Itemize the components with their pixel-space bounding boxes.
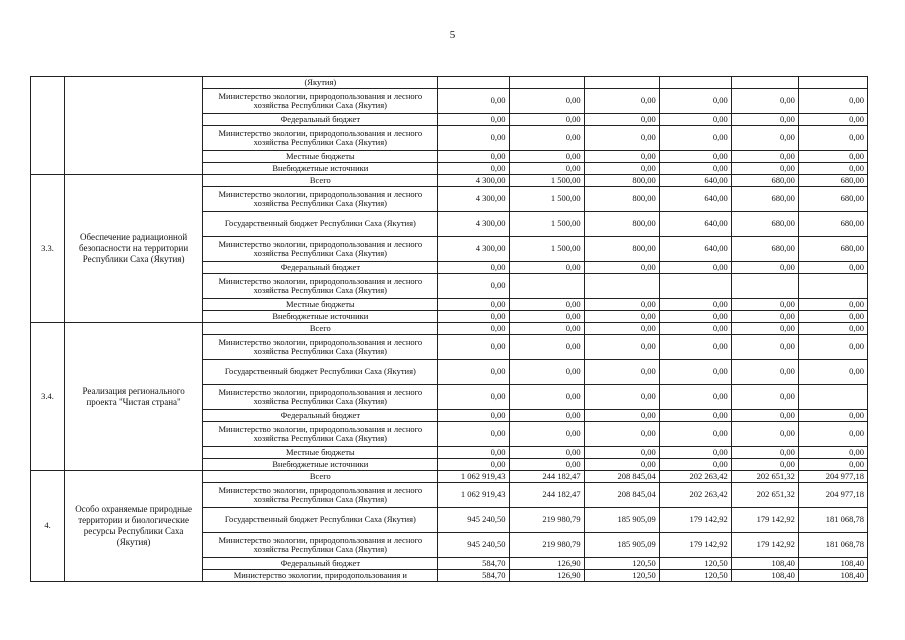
- amount-cell: 0,00: [798, 262, 867, 274]
- amount-cell: 0,00: [584, 311, 659, 323]
- amount-cell: 0,00: [659, 262, 731, 274]
- item-name: Обеспечение радиационной безопасности на территории Республики Саха (Якутия): [65, 175, 203, 323]
- amount-cell: [659, 274, 731, 299]
- amount-cell: 680,00: [798, 212, 867, 237]
- amount-cell: 0,00: [659, 299, 731, 311]
- amount-cell: 0,00: [438, 323, 509, 335]
- amount-cell: 0,00: [509, 447, 584, 459]
- amount-cell: 800,00: [584, 187, 659, 212]
- amount-cell: 4 300,00: [438, 212, 509, 237]
- amount-cell: 0,00: [731, 447, 798, 459]
- amount-cell: 0,00: [438, 385, 509, 410]
- amount-cell: 120,50: [659, 570, 731, 582]
- amount-cell: 244 182,47: [509, 471, 584, 483]
- amount-cell: 0,00: [731, 114, 798, 126]
- funding-source: Министерство экологии, природопользования и лесного хозяйства Республики Саха (Якутия): [203, 335, 438, 360]
- amount-cell: 179 142,92: [731, 508, 798, 533]
- item-name: Особо охраняемые природные территории и биологические ресурсы Республики Саха (Якутия): [65, 471, 203, 582]
- amount-cell: 204 977,18: [798, 471, 867, 483]
- amount-cell: 680,00: [731, 212, 798, 237]
- amount-cell: 0,00: [584, 360, 659, 385]
- amount-cell: 181 068,78: [798, 508, 867, 533]
- amount-cell: [731, 274, 798, 299]
- amount-cell: 800,00: [584, 175, 659, 187]
- funding-source: Министерство экологии, природопользования и: [203, 570, 438, 582]
- amount-cell: 0,00: [509, 114, 584, 126]
- amount-cell: 680,00: [731, 187, 798, 212]
- amount-cell: 244 182,47: [509, 483, 584, 508]
- amount-cell: 0,00: [584, 299, 659, 311]
- amount-cell: 1 062 919,43: [438, 483, 509, 508]
- funding-source: Министерство экологии, природопользования и лесного хозяйства Республики Саха (Якутия): [203, 237, 438, 262]
- amount-cell: 0,00: [509, 335, 584, 360]
- funding-source: Местные бюджеты: [203, 447, 438, 459]
- amount-cell: 0,00: [509, 385, 584, 410]
- item-number: 3.4.: [31, 323, 65, 471]
- amount-cell: 126,90: [509, 570, 584, 582]
- funding-source: Федеральный бюджет: [203, 558, 438, 570]
- amount-cell: 126,90: [509, 558, 584, 570]
- amount-cell: 108,40: [731, 570, 798, 582]
- table-row: [31, 77, 868, 89]
- amount-cell: 0,00: [798, 89, 867, 114]
- amount-cell: 204 977,18: [798, 483, 867, 508]
- funding-source: Министерство экологии, природопользования и лесного хозяйства Республики Саха (Якутия): [203, 422, 438, 447]
- amount-cell: 108,40: [731, 558, 798, 570]
- amount-cell: 0,00: [659, 360, 731, 385]
- amount-cell: 945 240,50: [438, 533, 509, 558]
- amount-cell: 0,00: [509, 89, 584, 114]
- amount-cell: 185 905,09: [584, 533, 659, 558]
- funding-source: Внебюджетные источники: [203, 311, 438, 323]
- amount-cell: 0,00: [798, 335, 867, 360]
- table-row: [31, 471, 868, 483]
- amount-cell: 0,00: [659, 447, 731, 459]
- budget-table: [30, 76, 868, 582]
- amount-cell: 0,00: [659, 410, 731, 422]
- amount-cell: 0,00: [798, 422, 867, 447]
- amount-cell: 0,00: [438, 360, 509, 385]
- amount-cell: 0,00: [731, 299, 798, 311]
- amount-cell: 108,40: [798, 570, 867, 582]
- amount-cell: 0,00: [509, 422, 584, 447]
- amount-cell: 0,00: [731, 422, 798, 447]
- amount-cell: 202 651,32: [731, 483, 798, 508]
- amount-cell: 179 142,92: [659, 508, 731, 533]
- amount-cell: 680,00: [731, 237, 798, 262]
- amount-cell: [509, 274, 584, 299]
- amount-cell: 680,00: [798, 237, 867, 262]
- funding-source: Местные бюджеты: [203, 299, 438, 311]
- amount-cell: 208 845,04: [584, 483, 659, 508]
- amount-cell: 0,00: [584, 262, 659, 274]
- amount-cell: 0,00: [584, 447, 659, 459]
- amount-cell: [659, 77, 731, 89]
- funding-source: Всего: [203, 471, 438, 483]
- amount-cell: 640,00: [659, 175, 731, 187]
- amount-cell: 1 500,00: [509, 212, 584, 237]
- amount-cell: 0,00: [659, 385, 731, 410]
- amount-cell: 185 905,09: [584, 508, 659, 533]
- amount-cell: 0,00: [438, 422, 509, 447]
- amount-cell: 0,00: [731, 126, 798, 151]
- funding-source: Федеральный бюджет: [203, 114, 438, 126]
- amount-cell: 680,00: [798, 175, 867, 187]
- funding-source: Всего: [203, 175, 438, 187]
- amount-cell: 0,00: [509, 151, 584, 163]
- amount-cell: 0,00: [584, 163, 659, 175]
- amount-cell: 0,00: [731, 151, 798, 163]
- amount-cell: 0,00: [798, 299, 867, 311]
- amount-cell: 0,00: [584, 459, 659, 471]
- amount-cell: [798, 77, 867, 89]
- amount-cell: 0,00: [584, 422, 659, 447]
- amount-cell: 0,00: [509, 311, 584, 323]
- amount-cell: 800,00: [584, 212, 659, 237]
- amount-cell: 0,00: [509, 459, 584, 471]
- amount-cell: 120,50: [659, 558, 731, 570]
- amount-cell: 0,00: [438, 274, 509, 299]
- amount-cell: 0,00: [438, 126, 509, 151]
- table-row: [31, 323, 868, 335]
- amount-cell: 0,00: [509, 360, 584, 385]
- amount-cell: 1 062 919,43: [438, 471, 509, 483]
- amount-cell: 0,00: [731, 385, 798, 410]
- amount-cell: 0,00: [798, 323, 867, 335]
- amount-cell: 0,00: [584, 89, 659, 114]
- amount-cell: 640,00: [659, 237, 731, 262]
- amount-cell: 0,00: [731, 262, 798, 274]
- amount-cell: 0,00: [584, 335, 659, 360]
- amount-cell: 0,00: [438, 410, 509, 422]
- amount-cell: 0,00: [509, 126, 584, 151]
- funding-source: Министерство экологии, природопользования и лесного хозяйства Республики Саха (Якутия): [203, 483, 438, 508]
- amount-cell: 1 500,00: [509, 175, 584, 187]
- amount-cell: 0,00: [584, 410, 659, 422]
- amount-cell: 0,00: [731, 459, 798, 471]
- funding-source: Федеральный бюджет: [203, 410, 438, 422]
- item-name: Реализация регионального проекта "Чистая страна": [65, 323, 203, 471]
- amount-cell: 181 068,78: [798, 533, 867, 558]
- amount-cell: 0,00: [659, 459, 731, 471]
- amount-cell: 680,00: [798, 187, 867, 212]
- amount-cell: 680,00: [731, 175, 798, 187]
- amount-cell: 0,00: [659, 163, 731, 175]
- amount-cell: 219 980,79: [509, 533, 584, 558]
- amount-cell: 0,00: [509, 323, 584, 335]
- amount-cell: 0,00: [659, 422, 731, 447]
- amount-cell: 0,00: [798, 114, 867, 126]
- amount-cell: 4 300,00: [438, 187, 509, 212]
- amount-cell: 0,00: [731, 323, 798, 335]
- amount-cell: 0,00: [659, 311, 731, 323]
- funding-source: Внебюджетные источники: [203, 163, 438, 175]
- funding-source: Министерство экологии, природопользования и лесного хозяйства Республики Саха (Якутия): [203, 274, 438, 299]
- amount-cell: 4 300,00: [438, 175, 509, 187]
- amount-cell: 0,00: [659, 323, 731, 335]
- amount-cell: 0,00: [438, 335, 509, 360]
- amount-cell: 0,00: [438, 89, 509, 114]
- amount-cell: [584, 274, 659, 299]
- amount-cell: 0,00: [584, 114, 659, 126]
- funding-source: Министерство экологии, природопользования и лесного хозяйства Республики Саха (Якутия): [203, 126, 438, 151]
- amount-cell: 0,00: [731, 360, 798, 385]
- amount-cell: 0,00: [509, 163, 584, 175]
- amount-cell: 179 142,92: [659, 533, 731, 558]
- amount-cell: 0,00: [798, 410, 867, 422]
- funding-source: Государственный бюджет Республики Саха (Якутия): [203, 508, 438, 533]
- amount-cell: 108,40: [798, 558, 867, 570]
- funding-source: (Якутия): [203, 77, 438, 89]
- item-number: 3.3.: [31, 175, 65, 323]
- item-number: [31, 77, 65, 175]
- item-number: 4.: [31, 471, 65, 582]
- amount-cell: 0,00: [659, 114, 731, 126]
- funding-source: Министерство экологии, природопользования и лесного хозяйства Республики Саха (Якутия): [203, 533, 438, 558]
- amount-cell: 0,00: [798, 311, 867, 323]
- page-number: 5: [449, 29, 456, 41]
- amount-cell: 0,00: [798, 126, 867, 151]
- funding-source: Министерство экологии, природопользования и лесного хозяйства Республики Саха (Якутия): [203, 187, 438, 212]
- amount-cell: 0,00: [798, 447, 867, 459]
- amount-cell: 0,00: [659, 335, 731, 360]
- amount-cell: 0,00: [798, 163, 867, 175]
- amount-cell: 0,00: [438, 163, 509, 175]
- item-name: [65, 77, 203, 175]
- amount-cell: [798, 385, 867, 410]
- funding-source: Местные бюджеты: [203, 151, 438, 163]
- amount-cell: 0,00: [731, 335, 798, 360]
- amount-cell: 0,00: [438, 262, 509, 274]
- amount-cell: 0,00: [438, 299, 509, 311]
- amount-cell: 179 142,92: [731, 533, 798, 558]
- amount-cell: 640,00: [659, 187, 731, 212]
- amount-cell: 0,00: [438, 311, 509, 323]
- amount-cell: [509, 77, 584, 89]
- amount-cell: 0,00: [584, 126, 659, 151]
- amount-cell: [584, 77, 659, 89]
- amount-cell: 202 263,42: [659, 471, 731, 483]
- funding-source: Внебюджетные источники: [203, 459, 438, 471]
- amount-cell: 219 980,79: [509, 508, 584, 533]
- amount-cell: 0,00: [509, 299, 584, 311]
- amount-cell: 4 300,00: [438, 237, 509, 262]
- funding-source: Министерство экологии, природопользования и лесного хозяйства Республики Саха (Якутия): [203, 89, 438, 114]
- amount-cell: 0,00: [798, 360, 867, 385]
- amount-cell: 202 263,42: [659, 483, 731, 508]
- amount-cell: 0,00: [659, 126, 731, 151]
- amount-cell: 120,50: [584, 558, 659, 570]
- funding-source: Государственный бюджет Республики Саха (Якутия): [203, 212, 438, 237]
- funding-source: Министерство экологии, природопользования и лесного хозяйства Республики Саха (Якутия): [203, 385, 438, 410]
- amount-cell: 0,00: [584, 385, 659, 410]
- amount-cell: 640,00: [659, 212, 731, 237]
- amount-cell: 584,70: [438, 570, 509, 582]
- amount-cell: 0,00: [509, 410, 584, 422]
- amount-cell: 800,00: [584, 237, 659, 262]
- funding-source: Федеральный бюджет: [203, 262, 438, 274]
- amount-cell: 202 651,32: [731, 471, 798, 483]
- amount-cell: 0,00: [509, 262, 584, 274]
- amount-cell: [798, 274, 867, 299]
- amount-cell: 1 500,00: [509, 187, 584, 212]
- amount-cell: 0,00: [659, 151, 731, 163]
- funding-source: Государственный бюджет Республики Саха (Якутия): [203, 360, 438, 385]
- amount-cell: 0,00: [731, 410, 798, 422]
- amount-cell: 584,70: [438, 558, 509, 570]
- amount-cell: 0,00: [798, 459, 867, 471]
- amount-cell: 0,00: [438, 114, 509, 126]
- amount-cell: 0,00: [438, 151, 509, 163]
- amount-cell: 945 240,50: [438, 508, 509, 533]
- amount-cell: 0,00: [438, 459, 509, 471]
- amount-cell: 1 500,00: [509, 237, 584, 262]
- table-row: [31, 175, 868, 187]
- amount-cell: 0,00: [584, 323, 659, 335]
- amount-cell: [731, 77, 798, 89]
- amount-cell: 0,00: [798, 151, 867, 163]
- amount-cell: 0,00: [731, 163, 798, 175]
- amount-cell: 0,00: [438, 447, 509, 459]
- amount-cell: 0,00: [659, 89, 731, 114]
- amount-cell: 0,00: [731, 311, 798, 323]
- amount-cell: [438, 77, 509, 89]
- amount-cell: 0,00: [584, 151, 659, 163]
- amount-cell: 120,50: [584, 570, 659, 582]
- amount-cell: 208 845,04: [584, 471, 659, 483]
- amount-cell: 0,00: [731, 89, 798, 114]
- funding-source: Всего: [203, 323, 438, 335]
